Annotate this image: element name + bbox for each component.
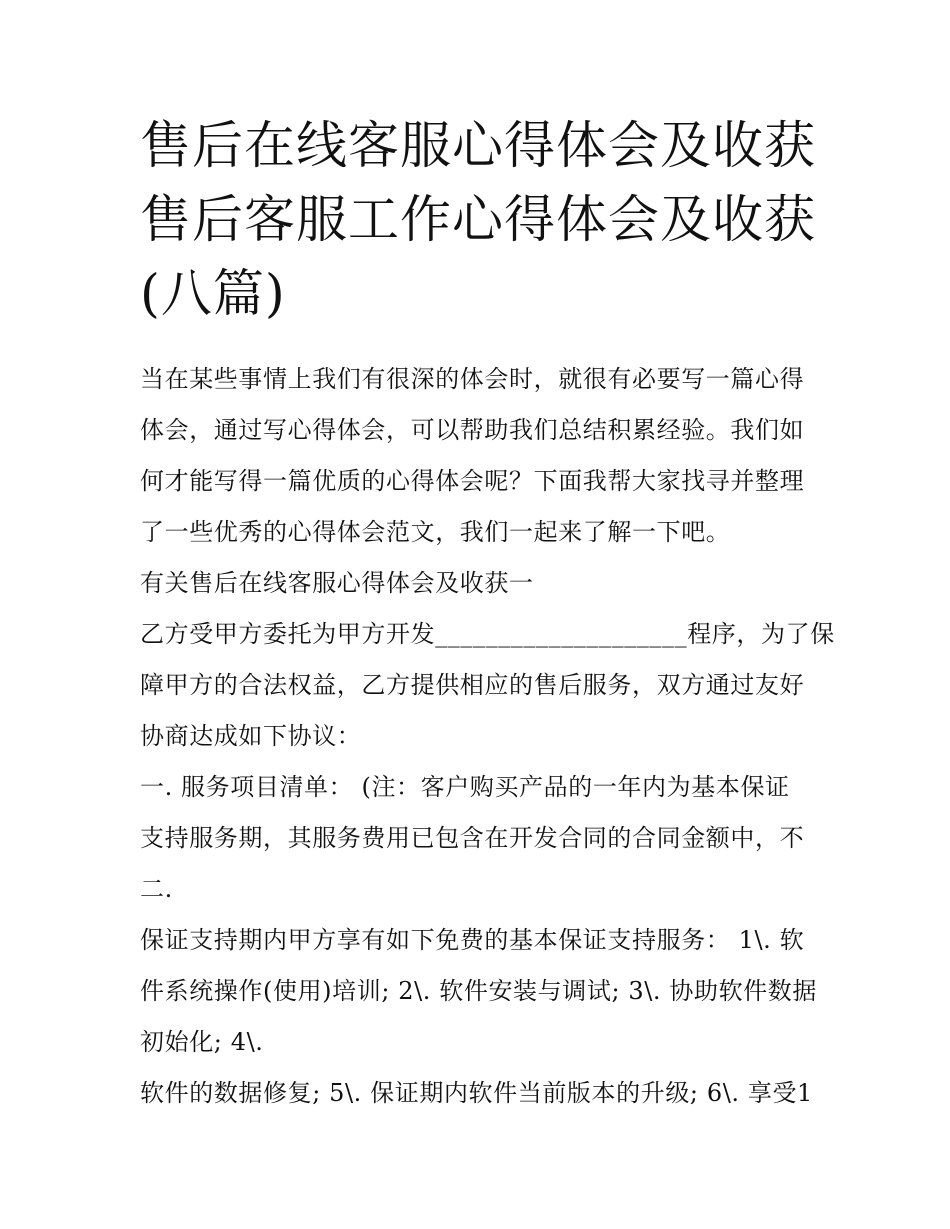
- text-line: 障甲方的合法权益，乙方提供相应的售后服务，双方通过友好: [140, 671, 805, 699]
- title-line-3: (八篇): [140, 265, 286, 324]
- text-line: 何才能写得一篇优质的心得体会呢？下面我帮大家找寻并整理: [140, 467, 805, 495]
- section-heading: 有关售后在线客服心得体会及收获一: [140, 569, 534, 597]
- text-line: 体会，通过写心得体会，可以帮助我们总结积累经验。我们如: [140, 416, 805, 444]
- title-line-1: 售后在线客服心得体会及收获: [140, 117, 817, 176]
- text-line: 件系统操作(使用)培训; 2\. 软件安装与调试; 3\. 协助软件数据: [140, 977, 817, 1005]
- text-line: 乙方受甲方委托为甲方开发____________________程序，为了保: [140, 620, 835, 648]
- text-line: 保证支持期内甲方享有如下免费的基本保证支持服务： 1\. 软: [140, 926, 805, 954]
- text-line: 支持服务期，其服务费用已包含在开发合同的合同金额中，不: [140, 824, 805, 852]
- text-line: 当在某些事情上我们有很深的体会时，就很有必要写一篇心得: [140, 365, 805, 393]
- document-body: [140, 354, 835, 1119]
- text-line: 二.: [140, 875, 173, 903]
- document-title: [140, 110, 830, 332]
- text-line: 一. 服务项目清单： (注：客户购买产品的一年内为基本保证: [140, 773, 790, 801]
- text-line: 协商达成如下协议：: [140, 722, 362, 750]
- title-line-2: 售后客服工作心得体会及收获: [140, 191, 817, 250]
- text-line: 初始化; 4\.: [140, 1028, 264, 1056]
- text-line: 了一些优秀的心得体会范文，我们一起来了解一下吧。: [140, 518, 731, 546]
- text-line: 软件的数据修复; 5\. 保证期内软件当前版本的升级; 6\. 享受1: [140, 1079, 813, 1107]
